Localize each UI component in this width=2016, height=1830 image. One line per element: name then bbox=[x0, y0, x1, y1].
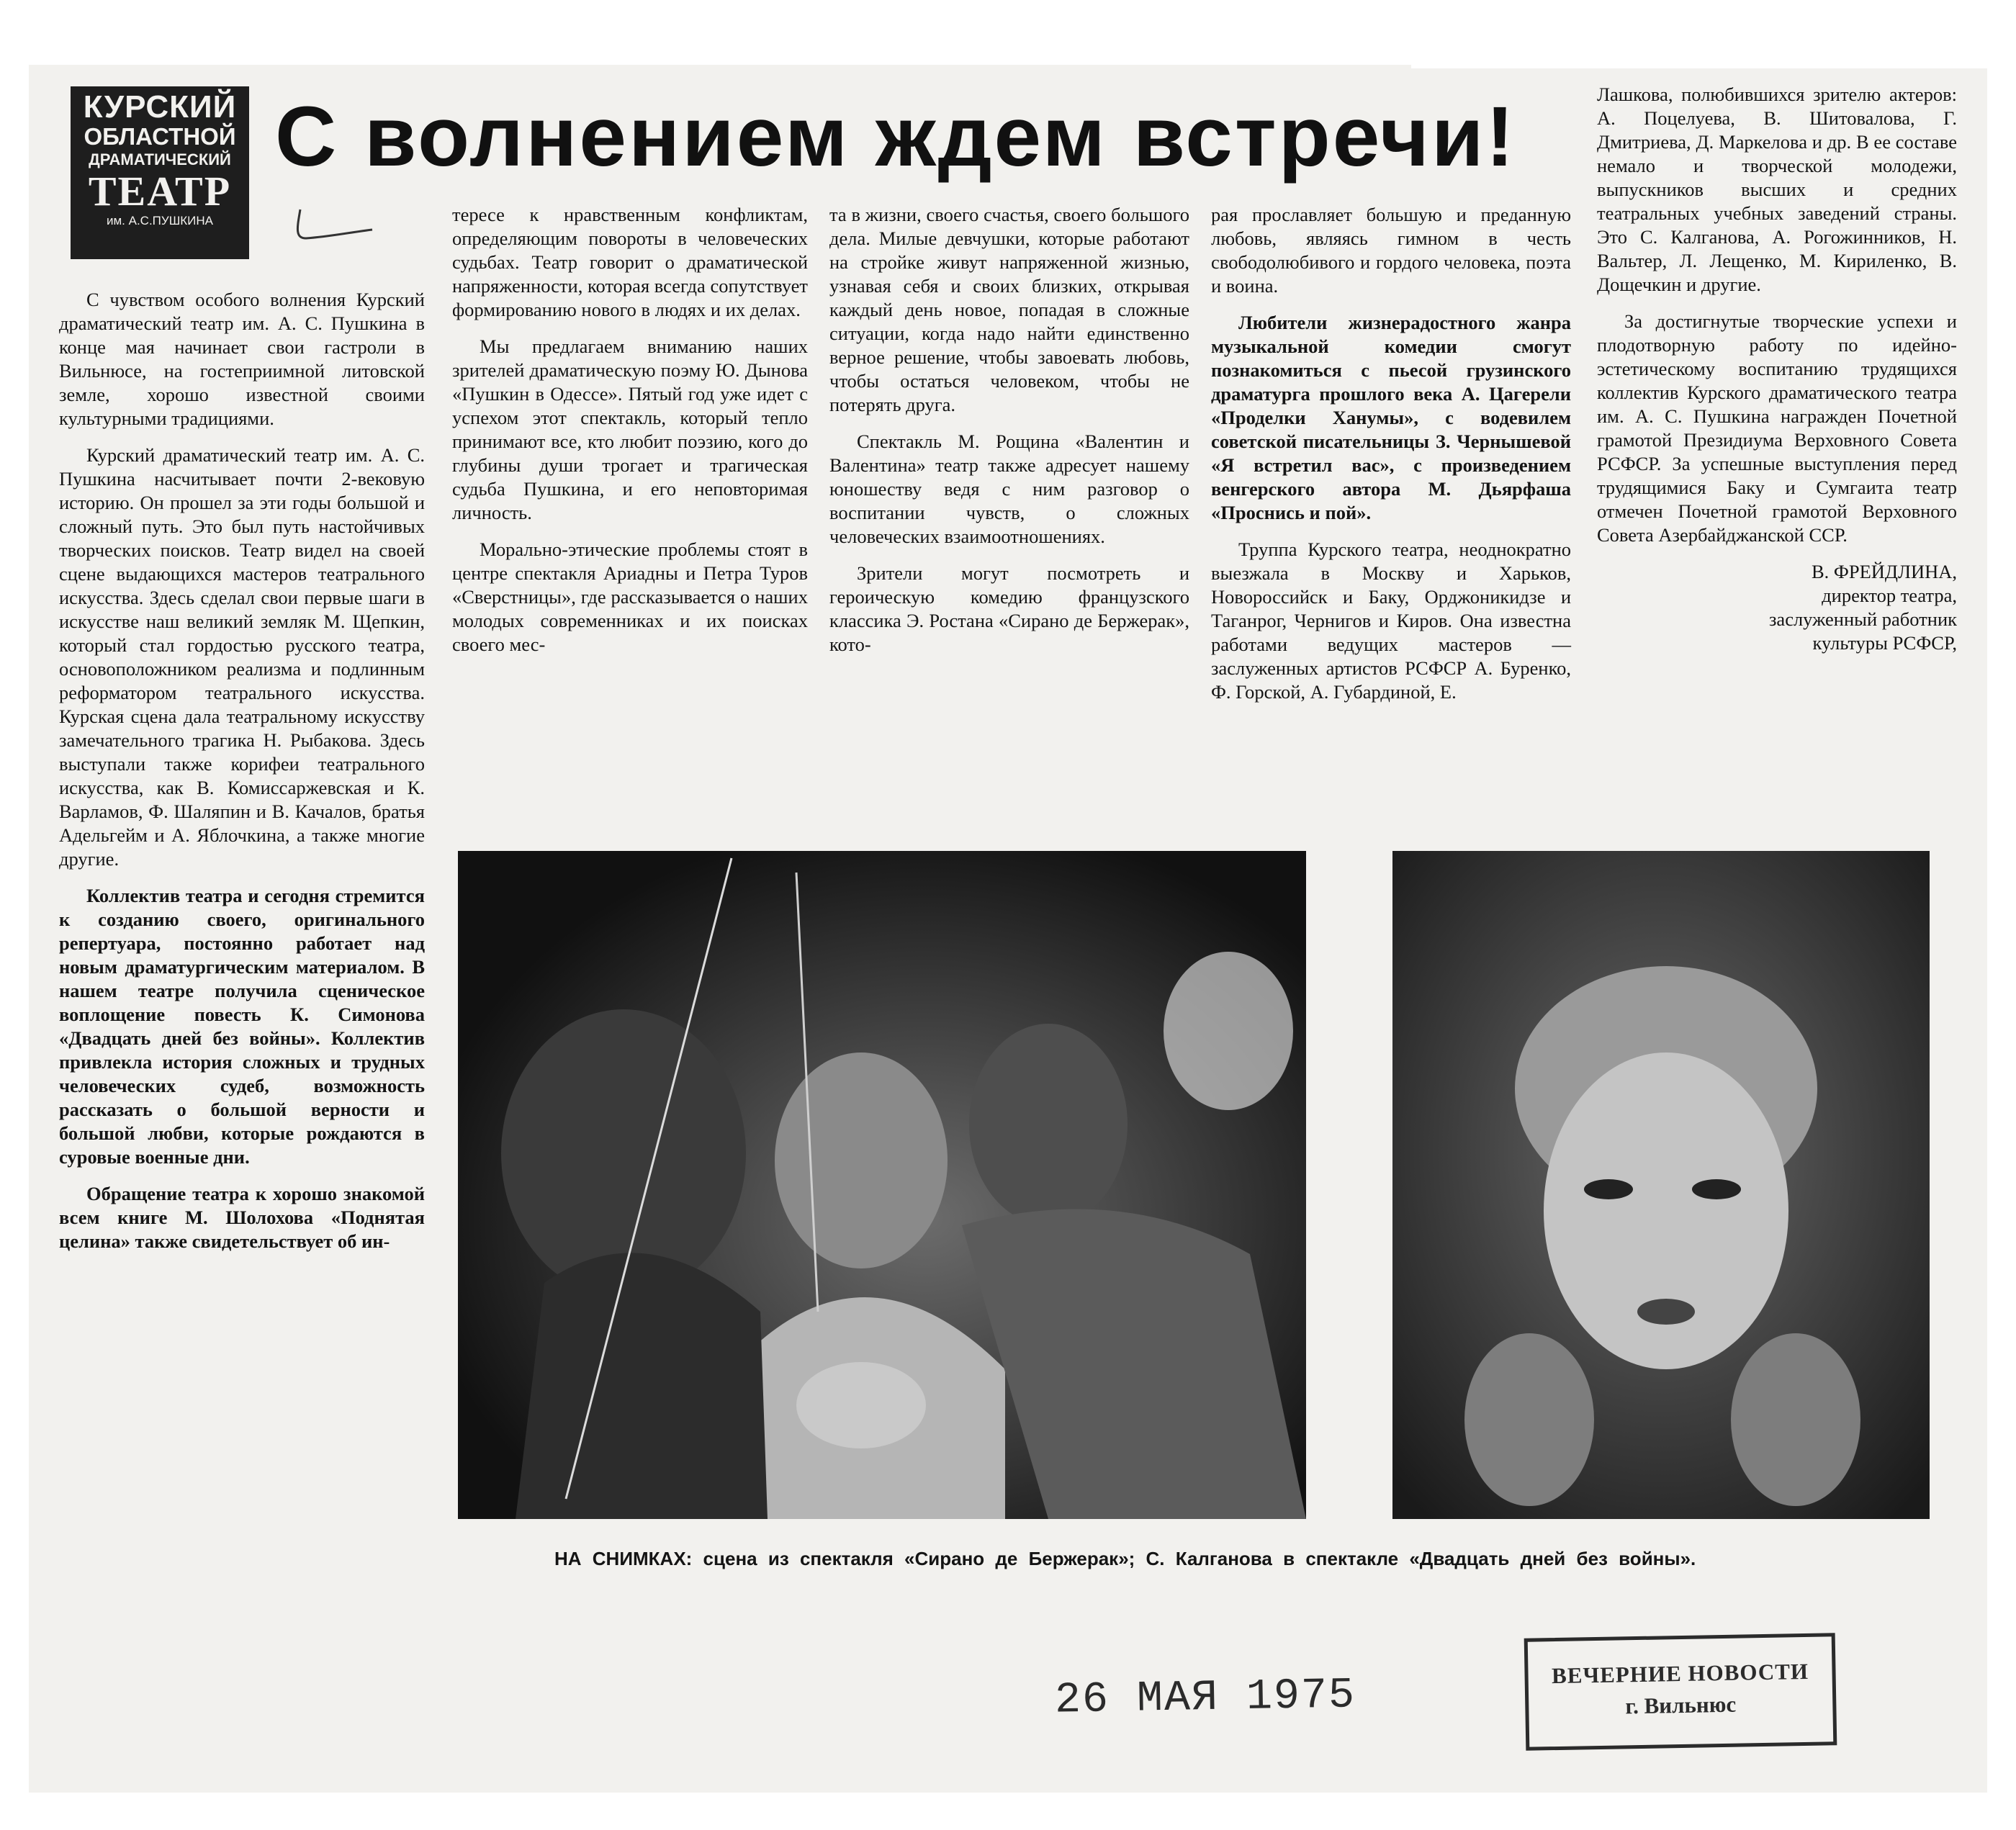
source-stamp-title: ВЕЧЕРНИЕ НОВОСТИ bbox=[1551, 1658, 1809, 1689]
paragraph: тересе к нравственным конфликтам, определяющим повороты в человеческих судьбах. Театр говорит о драматической напряженности, которая всегда сопутствует формированию нового в людях и их делах. bbox=[452, 204, 808, 320]
date-stamp: 26 МАЯ 1975 bbox=[1054, 1671, 1356, 1726]
paragraph: Обращение театра к хорошо знакомой всем книге М. Шолохова «Поднятая целина» также свидетельствует об ин- bbox=[59, 1183, 425, 1252]
source-stamp-city: г. Вильнюс bbox=[1625, 1691, 1737, 1719]
logo-line-2: ОБЛАСТНОЙ bbox=[84, 123, 236, 150]
logo-line-1: КУРСКИЙ bbox=[83, 89, 237, 125]
paragraph: Морально-этические проблемы стоят в центре спектакля Ариадны и Петра Туров «Сверстницы», где рассказывается о наших молодых современниках и их поисках своего мес- bbox=[452, 538, 808, 655]
paragraph: Курский драматический театр им. А. С. Пушкина насчитывает почти 2-вековую историю. Он прошел за эти годы большой и сложный путь. Это был путь настойчивых творческих поисков. Театр видел на своей сцене выдающихся мастеров театрального искусства. Здесь сделал свои первые шаги в искусстве наш великий земляк М. Щепкин, который стал гордостью русского театра, основоположником реализма и подлинным реформатором театрального искусства. Курская сцена дала театральному искусству замечательного трагика Н. Рыбакова. Здесь выступали также корифеи театрального искусства, как В. Комиссаржевская и К. Варламов, Ф. Шаляпин и В. Качалов, братья Адельгейм и А. Яблочкина, а также многие другие. bbox=[59, 444, 425, 870]
theatre-logo bbox=[71, 86, 249, 259]
paragraph: Спектакль М. Рощина «Валентин и Валентина» театр также адресует нашему юношеству ведя с ним разговор о воспитании чувств, о сложных человеческих взаимоотношениях. bbox=[829, 431, 1189, 547]
stage-scene-photo bbox=[458, 851, 1306, 1519]
article-column-2 bbox=[452, 203, 808, 670]
paragraph: Лашкова, полюбившихся зрителю актеров: А. Поцелуева, В. Шитовалова, Г. Дмитриева, Д. Маркелова и др. В ее составе немало и творческой молодежи, выпускников высших и средних театральных учебных заведений страны. Это С. Калганова, А. Рогожинников, Н. Вальтер, Л. Лещенко, М. Кириленко, В. Дощечкин и другие. bbox=[1597, 84, 1957, 295]
author-title: культуры РСФСР, bbox=[1812, 632, 1957, 654]
paragraph: Коллектив театра и сегодня стремится к созданию своего, оригинального репертуара, постоянно работает над новым драматургическим материалом. В нашем театре получила сценическое воплощение повесть К. Симонова «Двадцать дней без войны». Коллектив привлекла история сложных и трудных человеческих судеб, возможность рассказать о большой верности и большой любви, которые рождаются в суровые военные дни. bbox=[59, 885, 425, 1168]
paragraph: Труппа Курского театра, неоднократно выезжала в Москву и Харьков, Новороссийск и Баку, Орджоникидзе и Таганрог, Чернигов и Киров. Она известна работами ведущих мастеров — заслуженных артистов РСФСР А. Буренко, Ф. Горской, А. Губардиной, Е. bbox=[1211, 538, 1571, 703]
photo-caption: НА СНИМКАХ: сцена из спектакля «Сирано де Бержерак»; С. Калганова в спектакле «Двадцать дней без войны». bbox=[554, 1548, 1696, 1569]
author-name: В. ФРЕЙДЛИНА, bbox=[1811, 561, 1957, 582]
logo-line-4: ТЕАТР bbox=[88, 168, 232, 215]
source-stamp bbox=[1524, 1633, 1837, 1751]
logo-line-3: ДРАМАТИЧЕСКИЙ bbox=[89, 150, 231, 168]
paragraph: С чувством особого волнения Курский драматический театр им. А. С. Пушкина в конце мая начинает свои гастроли в Вильнюсе, на гостеприимной литовской земле, хорошо известной своими культурными традициями. bbox=[59, 289, 425, 429]
article-headline: С волнением ждем встречи! bbox=[275, 89, 1516, 184]
paragraph: та в жизни, своего счастья, своего большого дела. Милые девчушки, которые работают на стройке живут напряженной жизнью, узнавая себя и своих близких, открывая каждый день новое, попадая в сложные ситуации, когда надо найти единственно верное решение, чтобы завоевать любовь, чтобы остаться человеком, чтобы не потерять друга. bbox=[829, 204, 1189, 415]
paragraph: Любители жизнерадостного жанра музыкальной комедии смогут познакомиться с пьесой грузинского драматурга прошлого века А. Цагерели «Проделки Ханумы», с водевилем советской писательницы З. Чернышевой «Я встретил вас», с произведением венгерского автора М. Дьярфаша «Проснись и пой». bbox=[1211, 312, 1571, 523]
paragraph: Зрители могут посмотреть и героическую комедию французского классика Э. Ростана «Сирано де Бержерак», кото- bbox=[829, 562, 1189, 655]
page-margin bbox=[1411, 0, 2016, 68]
paragraph: рая прославляет большую и преданную любовь, являясь гимном в честь свободолюбивого и гордого человека, поэта и воина. bbox=[1211, 204, 1571, 297]
logo-line-5: им. А.С.ПУШКИНА bbox=[106, 214, 214, 227]
actress-portrait-photo bbox=[1392, 851, 1930, 1519]
article-column-1 bbox=[59, 288, 425, 1266]
article-column-3 bbox=[829, 203, 1189, 670]
author-signature bbox=[1597, 560, 1957, 655]
article-column-5 bbox=[1597, 83, 1957, 655]
author-title: заслуженный работник bbox=[1768, 608, 1957, 630]
paragraph: Мы предлагаем вниманию наших зрителей драматическую поэму Ю. Дынова «Пушкин в Одессе». Пятый год уже идет с успехом этот спектакль, который тепло принимают все, кто любит поэзию, кого до глубины души трогает и трагическая судьба Пушкина, и его неповторимая личность. bbox=[452, 335, 808, 523]
paragraph: За достигнутые творческие успехи и плодотворную работу по идейно-эстетическому воспитанию трудящихся коллектив Курского драматического театра им. А. С. Пушкина награжден Почетной грамотой Президиума Верховного Совета РСФСР. За успешные выступления перед трудящимися Баку и Сумгаита театр отмечен Почетной грамотой Верховного Совета Азербайджанской ССР. bbox=[1597, 310, 1957, 546]
article-column-4 bbox=[1211, 203, 1571, 717]
author-role: директор театра, bbox=[1822, 585, 1957, 606]
pen-mark-icon bbox=[292, 205, 378, 248]
